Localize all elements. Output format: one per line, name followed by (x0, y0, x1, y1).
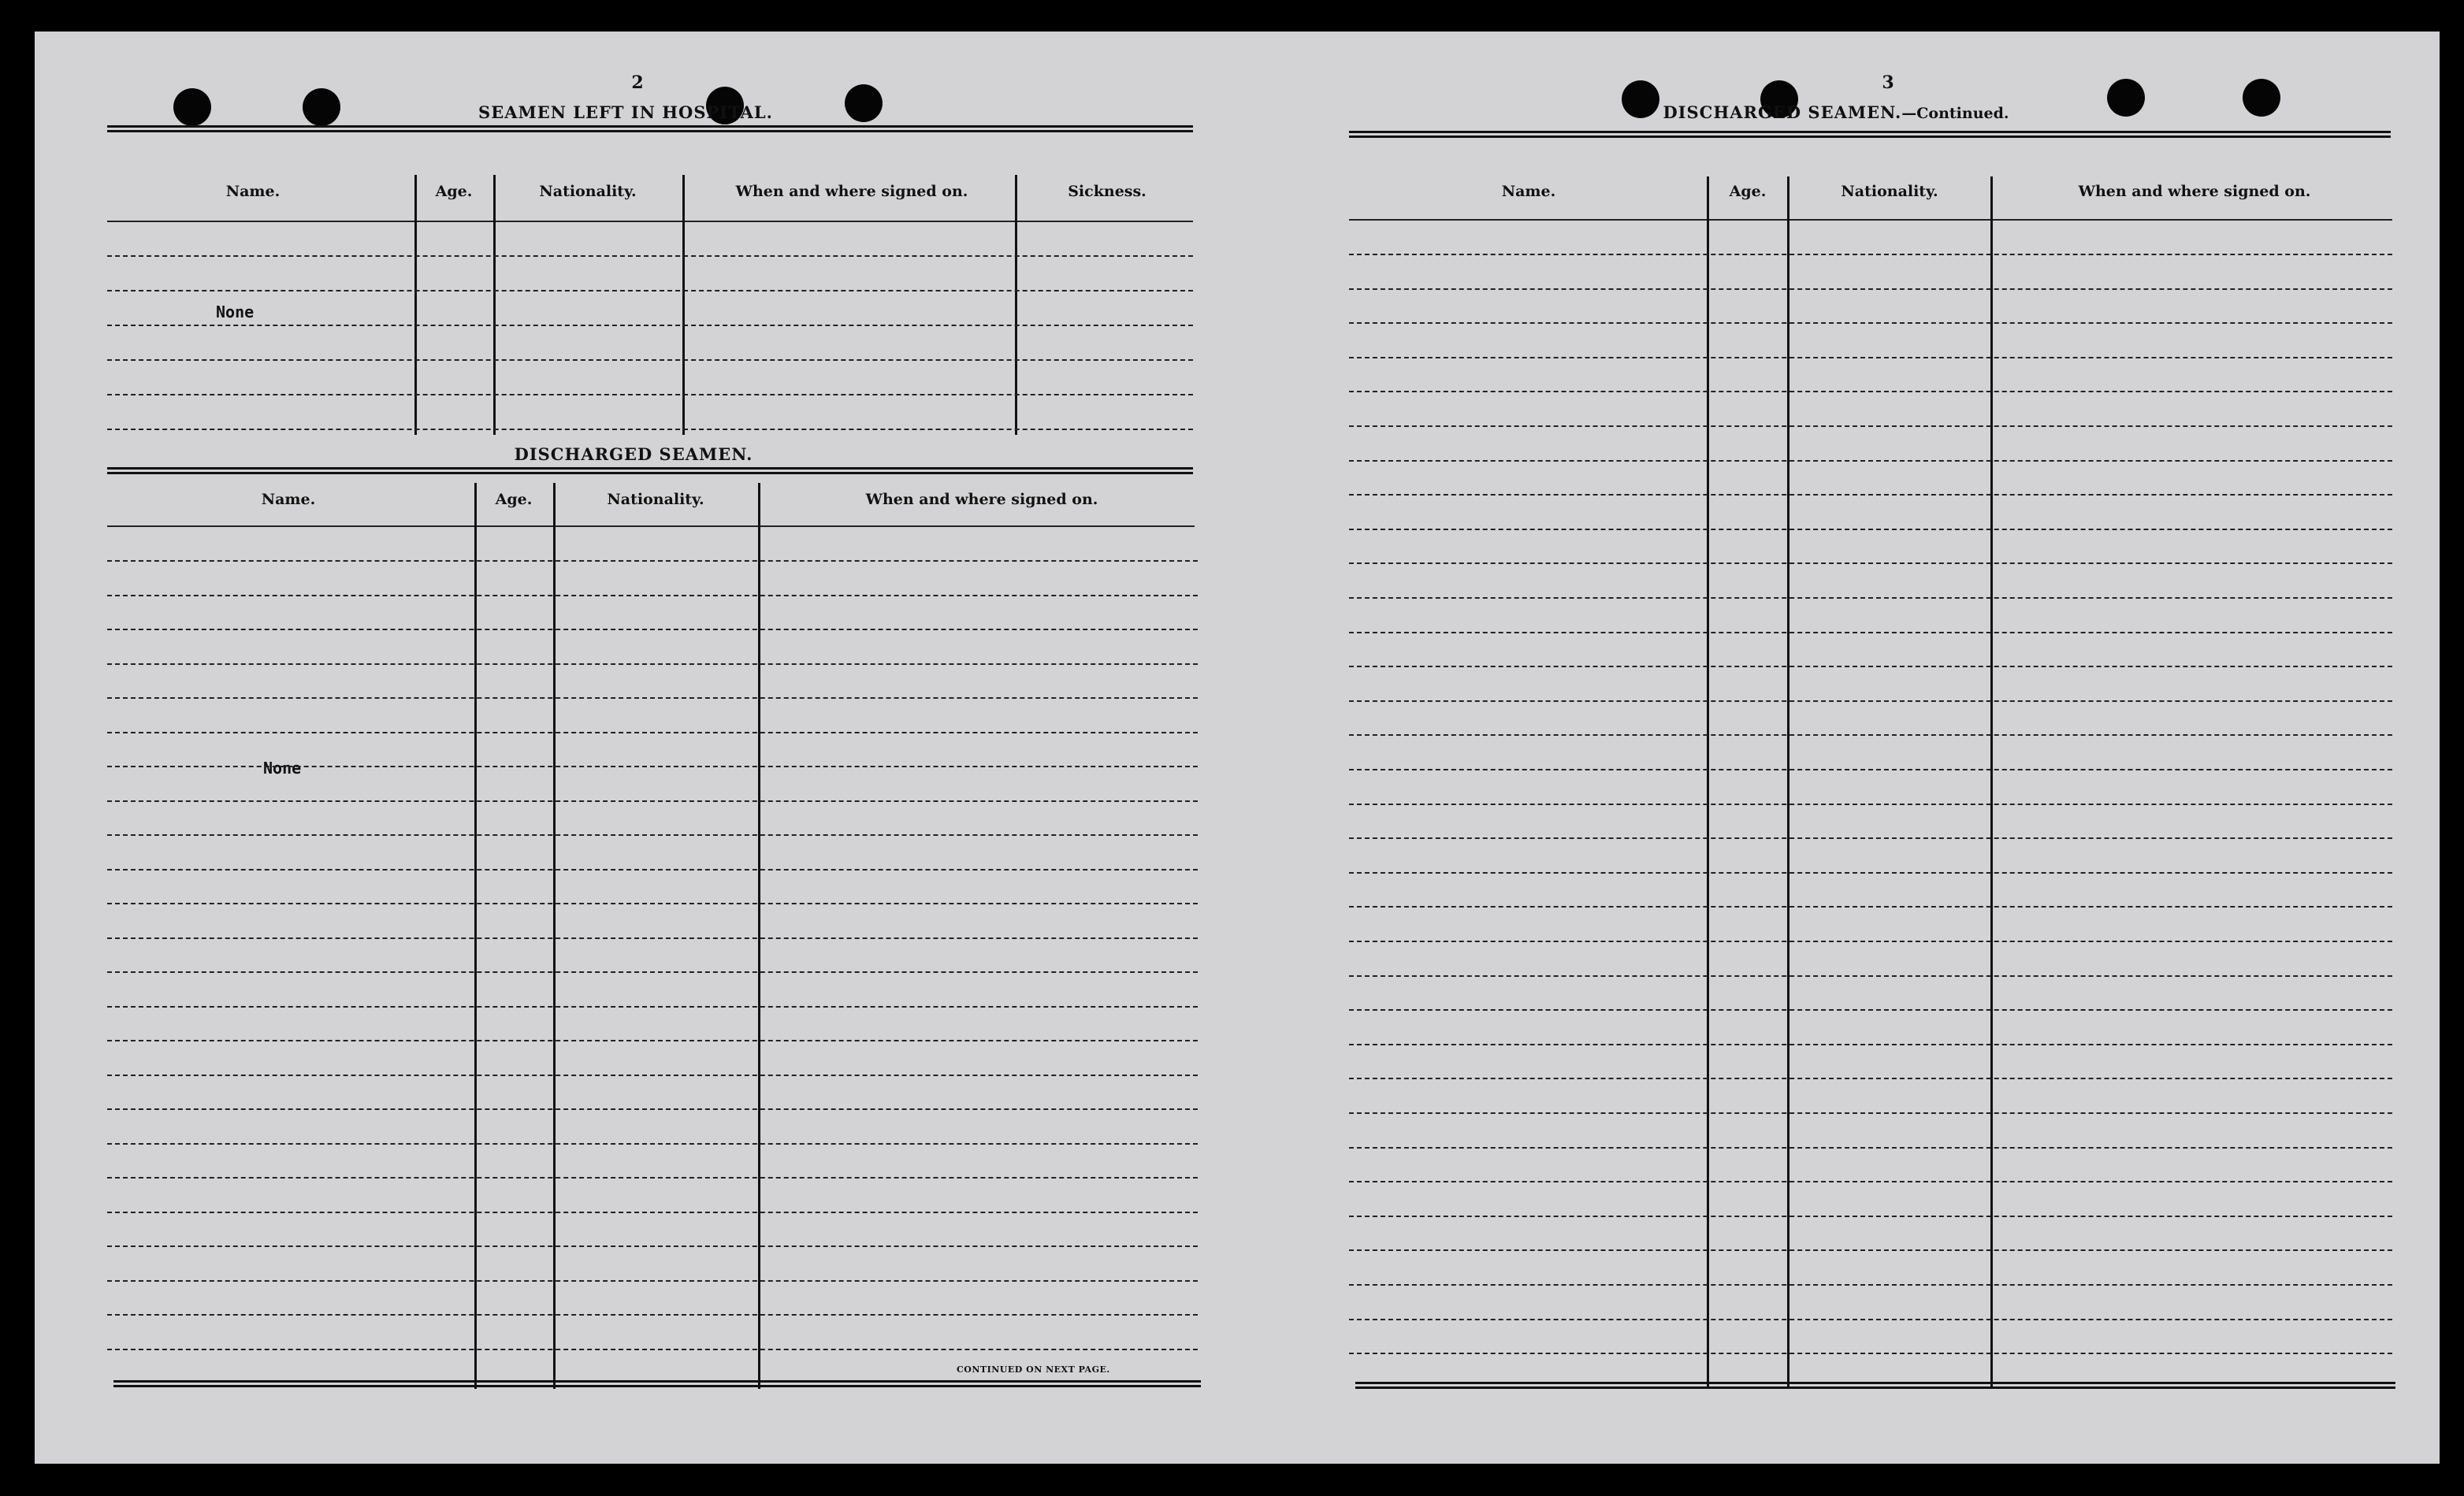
dashed-row-line (1349, 632, 2392, 633)
dashed-row-line (1349, 769, 2392, 770)
column-divider (682, 175, 685, 435)
header-rule (1349, 131, 2391, 138)
bottom-rule (1355, 1382, 2395, 1389)
dashed-row-line (1349, 666, 2392, 667)
dashed-row-line (1349, 804, 2392, 805)
dashed-row-line (1349, 906, 2392, 908)
dashed-row-line (1349, 1216, 2392, 1217)
left-page (35, 32, 1237, 1464)
col-age: Age. (1729, 183, 1767, 200)
col-name: Name. (1501, 183, 1556, 200)
col-when-where: When and where signed on. (735, 183, 968, 200)
dashed-row-line (1349, 700, 2392, 702)
dashed-row-line (1349, 1044, 2392, 1045)
dashed-row-line (107, 1040, 1198, 1041)
dashed-row-line (1349, 562, 2392, 564)
col-age: Age. (435, 183, 473, 200)
dashed-row-line (107, 1349, 1198, 1350)
col-name: Name. (261, 491, 316, 508)
column-header-rule (107, 525, 1195, 527)
dashed-row-line (1349, 425, 2392, 427)
column-header-rule (107, 221, 1193, 222)
dashed-row-line (1349, 529, 2392, 530)
dashed-row-line (1349, 1112, 2392, 1114)
title-main: DISCHARGED SEAMEN. (1663, 102, 1902, 122)
dashed-row-line (107, 697, 1198, 699)
dashed-row-line (107, 595, 1198, 596)
column-divider (758, 483, 760, 1389)
dashed-row-line (107, 1212, 1198, 1213)
discharged-entry: None (263, 759, 302, 778)
punch-hole (303, 88, 340, 126)
dashed-row-line (1349, 1009, 2392, 1011)
dashed-row-line (107, 663, 1198, 665)
discharged-table (107, 477, 1202, 1383)
dashed-row-line (107, 937, 1198, 939)
dashed-row-line (107, 869, 1198, 871)
hospital-table (107, 135, 1193, 435)
col-when-where: When and where signed on. (2078, 183, 2311, 200)
punch-hole (2107, 79, 2145, 117)
section-rule (107, 467, 1193, 474)
column-divider (474, 483, 477, 1389)
dashed-row-line (1349, 872, 2392, 874)
dashed-row-line (1349, 494, 2392, 496)
column-divider (414, 175, 417, 435)
dashed-row-line (1349, 288, 2392, 290)
dashed-row-line (107, 1108, 1198, 1110)
dashed-row-line (107, 800, 1198, 802)
discharged-section-title: DISCHARGED SEAMEN. (514, 444, 753, 464)
dashed-row-line (1349, 254, 2392, 255)
dashed-row-line (107, 255, 1193, 257)
dashed-row-line (1349, 597, 2392, 599)
dashed-row-line (107, 429, 1193, 430)
dashed-row-line (1349, 1353, 2392, 1354)
dashed-row-line (107, 1006, 1198, 1008)
dashed-row-line (1349, 1147, 2392, 1149)
dashed-row-line (107, 1075, 1198, 1076)
dashed-row-line (107, 290, 1193, 291)
dashed-row-line (1349, 837, 2392, 839)
dashed-row-line (1349, 1181, 2392, 1182)
dashed-row-line (107, 766, 1198, 767)
dashed-row-line (107, 394, 1193, 395)
dashed-row-line (1349, 1078, 2392, 1079)
dashed-row-line (107, 1314, 1198, 1316)
dashed-row-line (107, 325, 1193, 326)
dashed-row-line (1349, 322, 2392, 324)
continued-note: CONTINUED ON NEXT PAGE. (957, 1364, 1110, 1375)
punch-hole (173, 88, 211, 126)
discharged-continued-table (1349, 142, 2397, 1386)
dashed-row-line (107, 732, 1198, 733)
col-age: Age. (495, 491, 533, 508)
col-name: Name. (225, 183, 281, 200)
column-divider (1015, 175, 1017, 435)
title-suffix: —Continued. (1901, 105, 2009, 122)
dashed-row-line (107, 971, 1198, 973)
dashed-row-line (1349, 975, 2392, 977)
dashed-row-line (107, 359, 1193, 361)
dashed-row-line (1349, 734, 2392, 736)
punch-hole (845, 84, 883, 122)
col-when-where: When and where signed on. (865, 491, 1098, 508)
column-divider (553, 483, 556, 1389)
ledger-sheet (35, 32, 2440, 1464)
column-divider (493, 175, 496, 435)
col-nationality: Nationality. (607, 491, 704, 508)
dashed-row-line (107, 1245, 1198, 1247)
bottom-rule (113, 1380, 1201, 1387)
dashed-row-line (1349, 1249, 2392, 1251)
hospital-section-title: SEAMEN LEFT IN HOSPITAL. (478, 102, 773, 122)
dashed-row-line (107, 629, 1198, 630)
page-number: 2 (631, 72, 644, 93)
right-page (1237, 32, 2440, 1464)
col-nationality: Nationality. (1841, 183, 1938, 200)
dashed-row-line (1349, 1284, 2392, 1286)
punch-hole (1622, 80, 1659, 118)
dashed-row-line (107, 834, 1198, 836)
col-sickness: Sickness. (1068, 183, 1147, 200)
hospital-entry: None (216, 303, 255, 321)
dashed-row-line (1349, 941, 2392, 942)
discharged-continued-title (1663, 102, 2009, 122)
dashed-row-line (107, 1177, 1198, 1179)
punch-hole (2243, 79, 2280, 117)
dashed-row-line (107, 903, 1198, 904)
dashed-row-line (107, 560, 1198, 562)
dashed-row-line (1349, 460, 2392, 462)
dashed-row-line (1349, 1319, 2392, 1320)
dashed-row-line (107, 1280, 1198, 1282)
dashed-row-line (1349, 391, 2392, 392)
col-nationality: Nationality. (539, 183, 637, 200)
column-header-rule (1349, 219, 2392, 221)
header-rule (107, 125, 1193, 132)
page-number: 3 (1882, 72, 1894, 93)
dashed-row-line (107, 1143, 1198, 1145)
dashed-row-line (1349, 357, 2392, 358)
